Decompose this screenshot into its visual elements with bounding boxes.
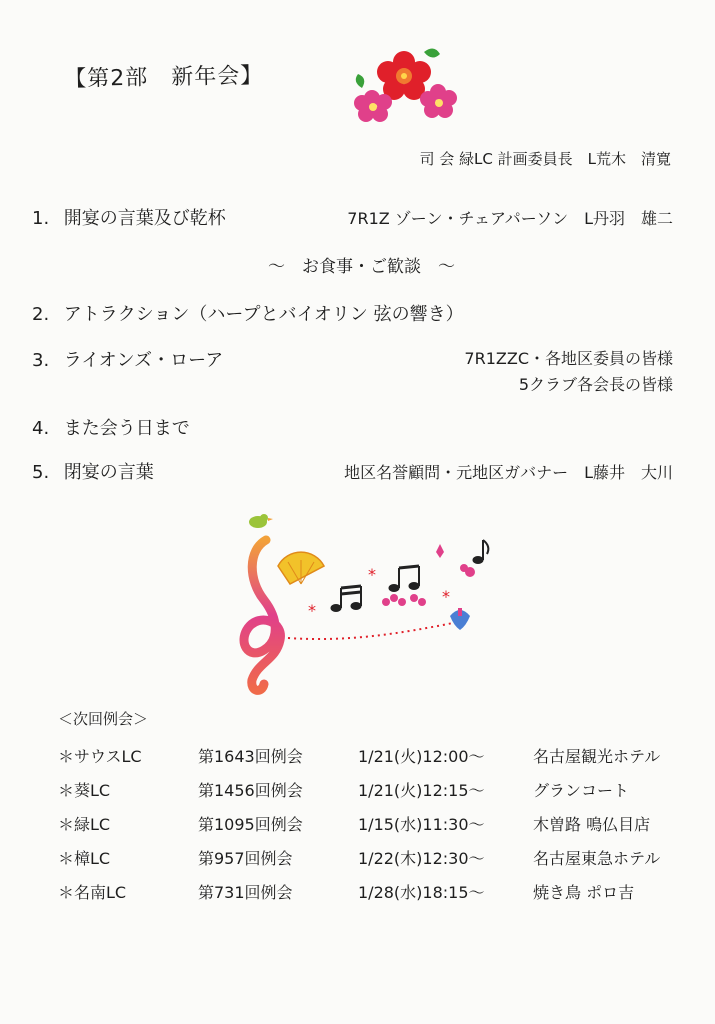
item-3-person-2: 5クラブ各会長の皆様: [518, 375, 673, 394]
meeting-row: [58, 778, 678, 804]
meeting-venue: 名古屋東急ホテル: [533, 849, 661, 868]
item-number: 2.: [32, 304, 50, 325]
item-title: アトラクション（ハープとバイオリン 弦の響き）: [63, 304, 464, 325]
svg-text:*: *: [308, 601, 316, 620]
meeting-datetime: 1/22(木)12:30～: [358, 849, 485, 868]
item-title: 開宴の言葉及び乾杯: [63, 208, 226, 229]
spinning-top-icon: [450, 608, 470, 630]
svg-text:*: *: [368, 565, 376, 584]
club-name: ＊名南LC: [58, 883, 127, 902]
program-item-1: [32, 204, 226, 230]
meeting-row: [58, 880, 678, 906]
program-item-3: [32, 346, 223, 372]
asterisk-decoration-icon: [308, 565, 450, 620]
flower-cluster-icon: [342, 40, 462, 130]
program-item-4: [32, 414, 190, 440]
meeting-row: [58, 812, 678, 838]
club-name: ＊葵LC: [58, 781, 111, 800]
interlude-text: ～ お食事・ご歓談 ～: [268, 257, 455, 277]
pink-flower-left-icon: [354, 90, 392, 122]
club-name: ＊樟LC: [58, 849, 111, 868]
dotted-path-decoration: [288, 622, 458, 639]
pink-flower-right-icon: [420, 84, 457, 118]
red-flower-icon: [377, 51, 431, 100]
item-number: 5.: [32, 462, 50, 483]
item-1-person: 7R1Z ゾーン・チェアパーソン L丹羽 雄二: [347, 209, 673, 228]
meeting-datetime: 1/15(水)11:30～: [358, 815, 485, 834]
next-meetings-heading: ＜次回例会＞: [58, 710, 149, 728]
music-notes-icon: [331, 540, 488, 612]
item-title: 閉宴の言葉: [63, 462, 154, 483]
item-number: 4.: [32, 418, 50, 439]
item-number: 1.: [32, 208, 50, 229]
svg-text:*: *: [442, 587, 450, 606]
meeting-number: 第1456回例会: [198, 781, 303, 800]
meeting-datetime: 1/21(火)12:15～: [358, 781, 485, 800]
item-3-person: 7R1ZZC・各地区委員の皆様: [464, 349, 673, 368]
section-title: 【第2部 新年会】: [64, 63, 264, 92]
meeting-venue: 名古屋観光ホテル: [533, 747, 661, 766]
program-item-2: [32, 300, 464, 326]
meeting-number: 第1643回例会: [198, 747, 303, 766]
meeting-number: 第731回例会: [198, 883, 293, 902]
item-number: 3.: [32, 350, 50, 371]
program-item-5: [32, 458, 154, 484]
meeting-datetime: 1/28(水)18:15～: [358, 883, 485, 902]
club-name: ＊緑LC: [58, 815, 111, 834]
meeting-row: [58, 846, 678, 872]
item-title: また会う日まで: [63, 418, 190, 439]
treble-clef-icon: [244, 540, 280, 690]
mc-line: 司 会 緑LC 計画委員長 L荒木 清寛: [419, 150, 671, 168]
meeting-number: 第1095回例会: [198, 815, 303, 834]
meeting-venue: 焼き鳥 ポロ吉: [533, 883, 635, 902]
meeting-datetime: 1/21(火)12:00～: [358, 747, 485, 766]
item-5-person: 地区名誉顧問・元地区ガバナー L藤井 大川: [344, 463, 673, 482]
club-name: ＊サウスLC: [58, 747, 142, 766]
music-illustration: [228, 510, 508, 700]
meeting-number: 第957回例会: [198, 849, 293, 868]
item-title: ライオンズ・ローア: [63, 350, 224, 371]
meeting-row: [58, 744, 678, 770]
meeting-venue: グランコート: [533, 781, 630, 800]
fan-icon: [278, 552, 324, 584]
bird-icon: [249, 514, 273, 528]
small-flowers-icon: [382, 544, 475, 606]
meeting-venue: 木曽路 鳴仏目店: [533, 815, 651, 834]
